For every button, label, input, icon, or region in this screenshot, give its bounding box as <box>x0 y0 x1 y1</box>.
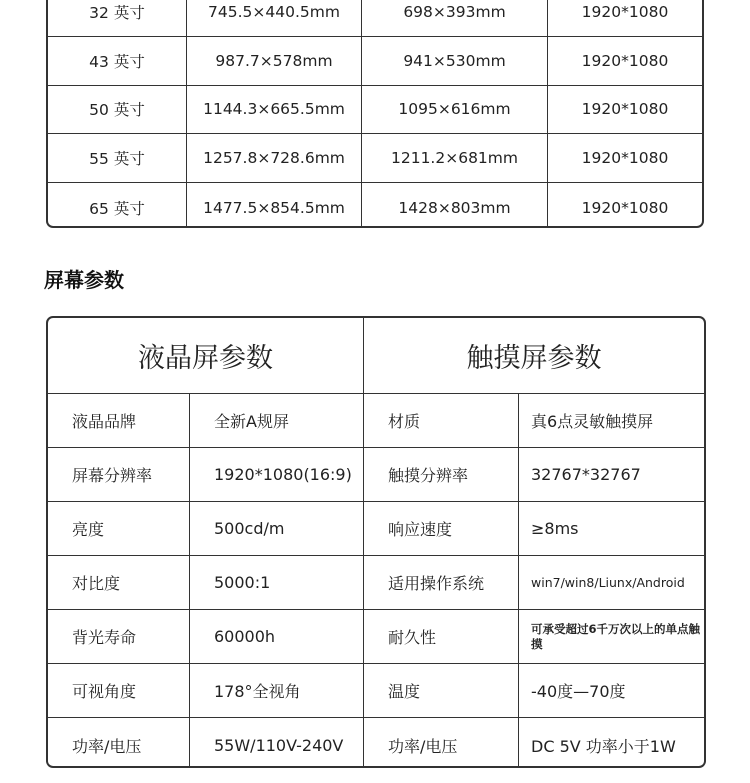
table-row <box>48 502 704 556</box>
param-value: 全新A规屏 <box>190 394 364 447</box>
table-cell: 987.7×578mm <box>187 37 362 85</box>
table-row <box>48 183 702 228</box>
touch-params-header: 触摸屏参数 <box>466 343 602 374</box>
table-cell: 1920*1080 <box>581 100 669 119</box>
table-cell: 1095×616mm <box>362 86 548 134</box>
table-row <box>48 718 704 768</box>
param-value: DC 5V 功率小于1W <box>531 736 676 756</box>
table-cell: 1211.2×681mm <box>362 134 548 182</box>
param-label: 适用操作系统 <box>364 556 519 609</box>
table-row <box>48 37 702 86</box>
table-row <box>48 394 704 448</box>
param-value: 真6点灵敏触摸屏 <box>531 412 654 431</box>
param-label: 屏幕分辨率 <box>48 448 190 501</box>
param-label: 功率/电压 <box>48 718 190 768</box>
table-cell: 941×530mm <box>362 37 548 85</box>
param-value: 500cd/m <box>190 502 364 555</box>
table-cell: 1144.3×665.5mm <box>187 86 362 134</box>
param-label: 亮度 <box>48 502 190 555</box>
param-value: ≥8ms <box>531 519 579 538</box>
table-header <box>48 318 704 394</box>
table-cell: 1257.8×728.6mm <box>187 134 362 182</box>
param-label: 功率/电压 <box>364 718 519 768</box>
param-label: 触摸分辨率 <box>364 448 519 501</box>
param-value: 5000:1 <box>190 556 364 609</box>
table-cell: 1920*1080 <box>581 198 669 217</box>
table-cell: 1428×803mm <box>362 183 548 228</box>
table-cell: 1920*1080 <box>581 51 669 70</box>
param-value: win7/win8/Liunx/Android <box>531 575 685 590</box>
param-label: 液晶品牌 <box>48 394 190 447</box>
param-value: 可承受超过6千万次以上的单点触摸 <box>531 622 700 651</box>
param-label: 耐久性 <box>364 610 519 663</box>
param-label: 背光寿命 <box>48 610 190 663</box>
table-cell: 745.5×440.5mm <box>187 0 362 36</box>
table-row <box>48 0 702 37</box>
param-label: 可视角度 <box>48 664 190 717</box>
table-cell: 1477.5×854.5mm <box>187 183 362 228</box>
table-cell: 1920*1080 <box>581 2 669 21</box>
table-row <box>48 134 702 183</box>
table-cell: 65 英寸 <box>48 183 187 228</box>
table-row <box>48 610 704 664</box>
table-cell: 55 英寸 <box>48 134 187 182</box>
param-label: 响应速度 <box>364 502 519 555</box>
table-row <box>48 86 702 135</box>
table-row <box>48 448 704 502</box>
size-table <box>46 0 704 228</box>
param-value: 1920*1080(16:9) <box>190 448 364 501</box>
section-title: 屏幕参数 <box>44 268 124 292</box>
table-cell: 50 英寸 <box>48 86 187 134</box>
screen-param-table <box>46 316 706 768</box>
param-value: 178°全视角 <box>190 664 364 717</box>
param-value: 55W/110V-240V <box>190 718 364 768</box>
param-value: 32767*32767 <box>531 465 641 484</box>
table-row <box>48 556 704 610</box>
lcd-params-header: 液晶屏参数 <box>48 318 364 393</box>
param-label: 对比度 <box>48 556 190 609</box>
param-label: 材质 <box>364 394 519 447</box>
param-label: 温度 <box>364 664 519 717</box>
param-value: 60000h <box>190 610 364 663</box>
table-row <box>48 664 704 718</box>
table-cell: 43 英寸 <box>48 37 187 85</box>
table-cell: 1920*1080 <box>581 149 669 168</box>
table-cell: 32 英寸 <box>48 0 187 36</box>
param-value: -40度—70度 <box>531 682 626 701</box>
table-cell: 698×393mm <box>362 0 548 36</box>
